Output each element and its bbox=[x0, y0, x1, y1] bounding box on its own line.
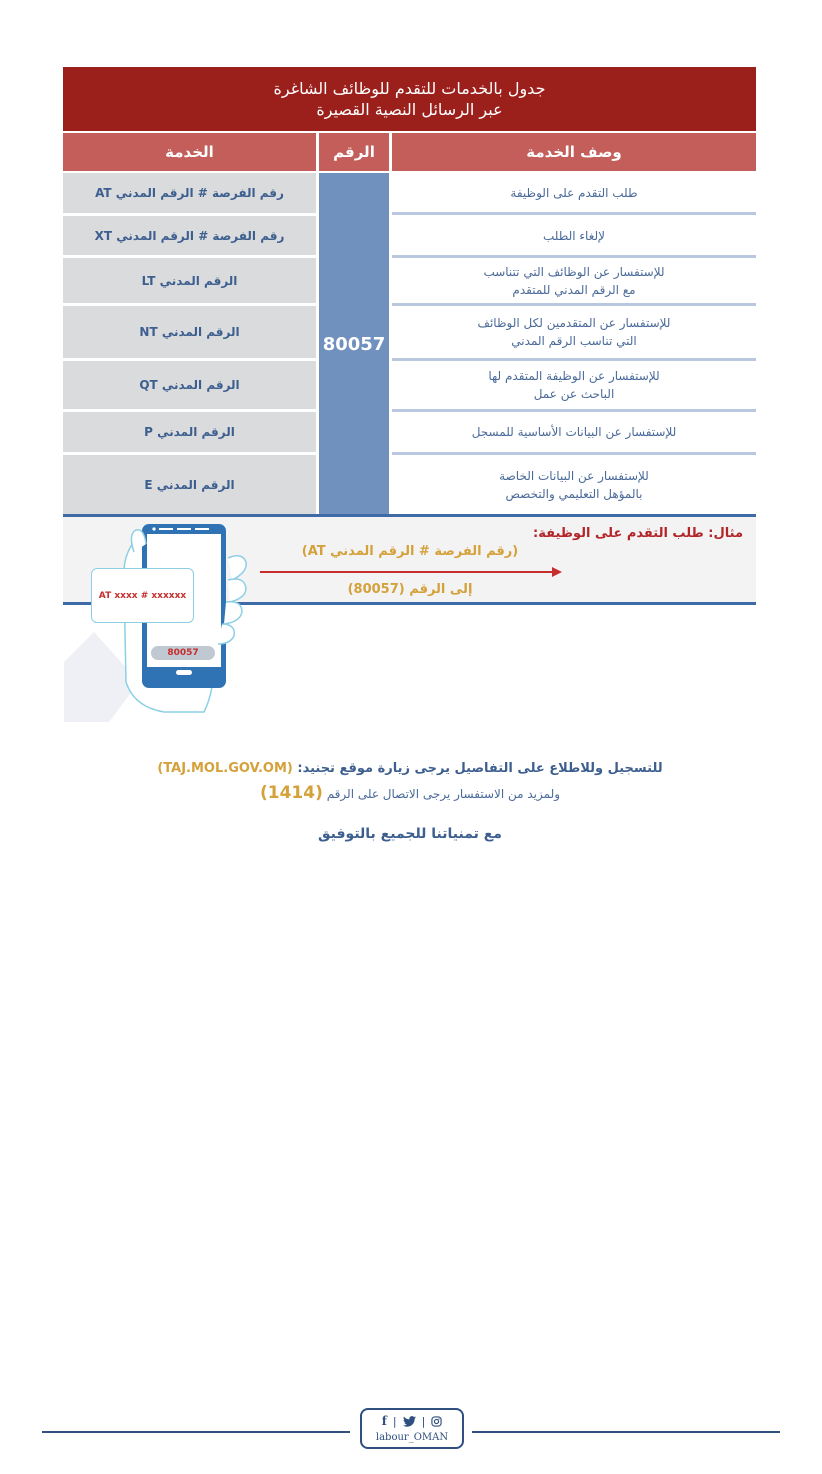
description-cell bbox=[392, 455, 756, 514]
service-cell-at: رقم الفرصة # الرقم المدني AT bbox=[63, 173, 316, 213]
service-cell-xt: رقم الفرصة # الرقم المدني XT bbox=[63, 216, 316, 255]
facebook-icon[interactable]: f bbox=[381, 1414, 387, 1428]
description-line: طلب التقدم على الوظيفة bbox=[510, 186, 638, 200]
description-cell bbox=[392, 173, 756, 213]
description-cell bbox=[392, 216, 756, 255]
example-code: (رقم الفرصة # الرقم المدني AT) bbox=[301, 544, 519, 559]
service-cell-nt: الرقم المدني NT bbox=[63, 306, 316, 358]
service-cell-e: الرقم المدني E bbox=[63, 455, 316, 514]
description-line: الباحث عن عمل bbox=[533, 387, 615, 401]
social-badge bbox=[360, 1408, 464, 1449]
hotline-number: (1414) bbox=[259, 783, 323, 803]
footer-website-line bbox=[100, 761, 720, 776]
header-description: وصف الخدمة bbox=[392, 133, 756, 171]
description-cell bbox=[392, 361, 756, 409]
row-divider bbox=[392, 212, 756, 215]
example-title: مثال: طلب التقدم على الوظيفة: bbox=[533, 526, 743, 541]
footer-phone-line bbox=[180, 783, 640, 803]
description-line: لإلغاء الطلب bbox=[543, 228, 605, 243]
description-cell bbox=[392, 412, 756, 452]
table-title-line2: عبر الرسائل النصية القصيرة bbox=[316, 100, 503, 119]
sms-bubble: AT xxxx # xxxxxx bbox=[91, 568, 194, 623]
website-link[interactable]: (TAJ.MOL.GOV.OM) bbox=[157, 761, 293, 776]
twitter-icon[interactable] bbox=[403, 1416, 416, 1427]
description-cell bbox=[392, 306, 756, 358]
description-line: مع الرقم المدني للمتقدم bbox=[512, 282, 636, 297]
footer-website-text: للتسجيل وللاطلاع على التفاصيل يرجى زيارة موقع تجنيد: bbox=[292, 761, 663, 776]
instagram-icon[interactable] bbox=[431, 1416, 442, 1427]
table-title bbox=[63, 67, 756, 131]
description-line: للإستفسار عن المتقدمين لكل الوظائف bbox=[477, 316, 671, 330]
service-cell-qt: الرقم المدني QT bbox=[63, 361, 316, 409]
icon-divider: | bbox=[421, 1414, 426, 1428]
footer-rule-left bbox=[42, 1431, 350, 1433]
description-cell bbox=[392, 258, 756, 303]
header-number: الرقم bbox=[319, 133, 389, 171]
social-handle[interactable]: labour_OMAN bbox=[375, 1432, 449, 1443]
example-destination: إلى الرقم (80057) bbox=[347, 582, 473, 597]
table-title-line1: جدول بالخدمات للتقدم للوظائف الشاغرة bbox=[273, 79, 546, 98]
footer-wishes: مع تمنياتنا للجميع بالتوفيق bbox=[318, 826, 502, 842]
footer-rule-right bbox=[472, 1431, 780, 1433]
icon-divider: | bbox=[392, 1414, 397, 1428]
phone-recipient-number: 80057 bbox=[151, 646, 215, 660]
description-line: التي تناسب الرقم المدني bbox=[511, 334, 637, 348]
footer-phone-text: ولمزيد من الاستفسار يرجى الاتصال على الرقم bbox=[322, 787, 561, 801]
description-line: بالمؤهل التعليمي والتخصص bbox=[505, 486, 643, 501]
arrow-right-icon bbox=[552, 567, 562, 577]
service-cell-lt: الرقم المدني LT bbox=[63, 258, 316, 303]
short-number-cell: 80057 bbox=[319, 173, 389, 515]
description-line: للإستفسار عن الوظائف التي تتناسب bbox=[483, 264, 665, 279]
header-service: الخدمة bbox=[63, 133, 316, 171]
description-line: للإستفسار عن الوظيفة المتقدم لها bbox=[488, 369, 660, 383]
service-cell-p: الرقم المدني P bbox=[63, 412, 316, 452]
description-line: للإستفسار عن البيانات الأساسية للمسجل bbox=[471, 425, 677, 439]
arrow-line bbox=[260, 571, 554, 573]
description-line: للإستفسار عن البيانات الخاصة bbox=[499, 468, 649, 483]
